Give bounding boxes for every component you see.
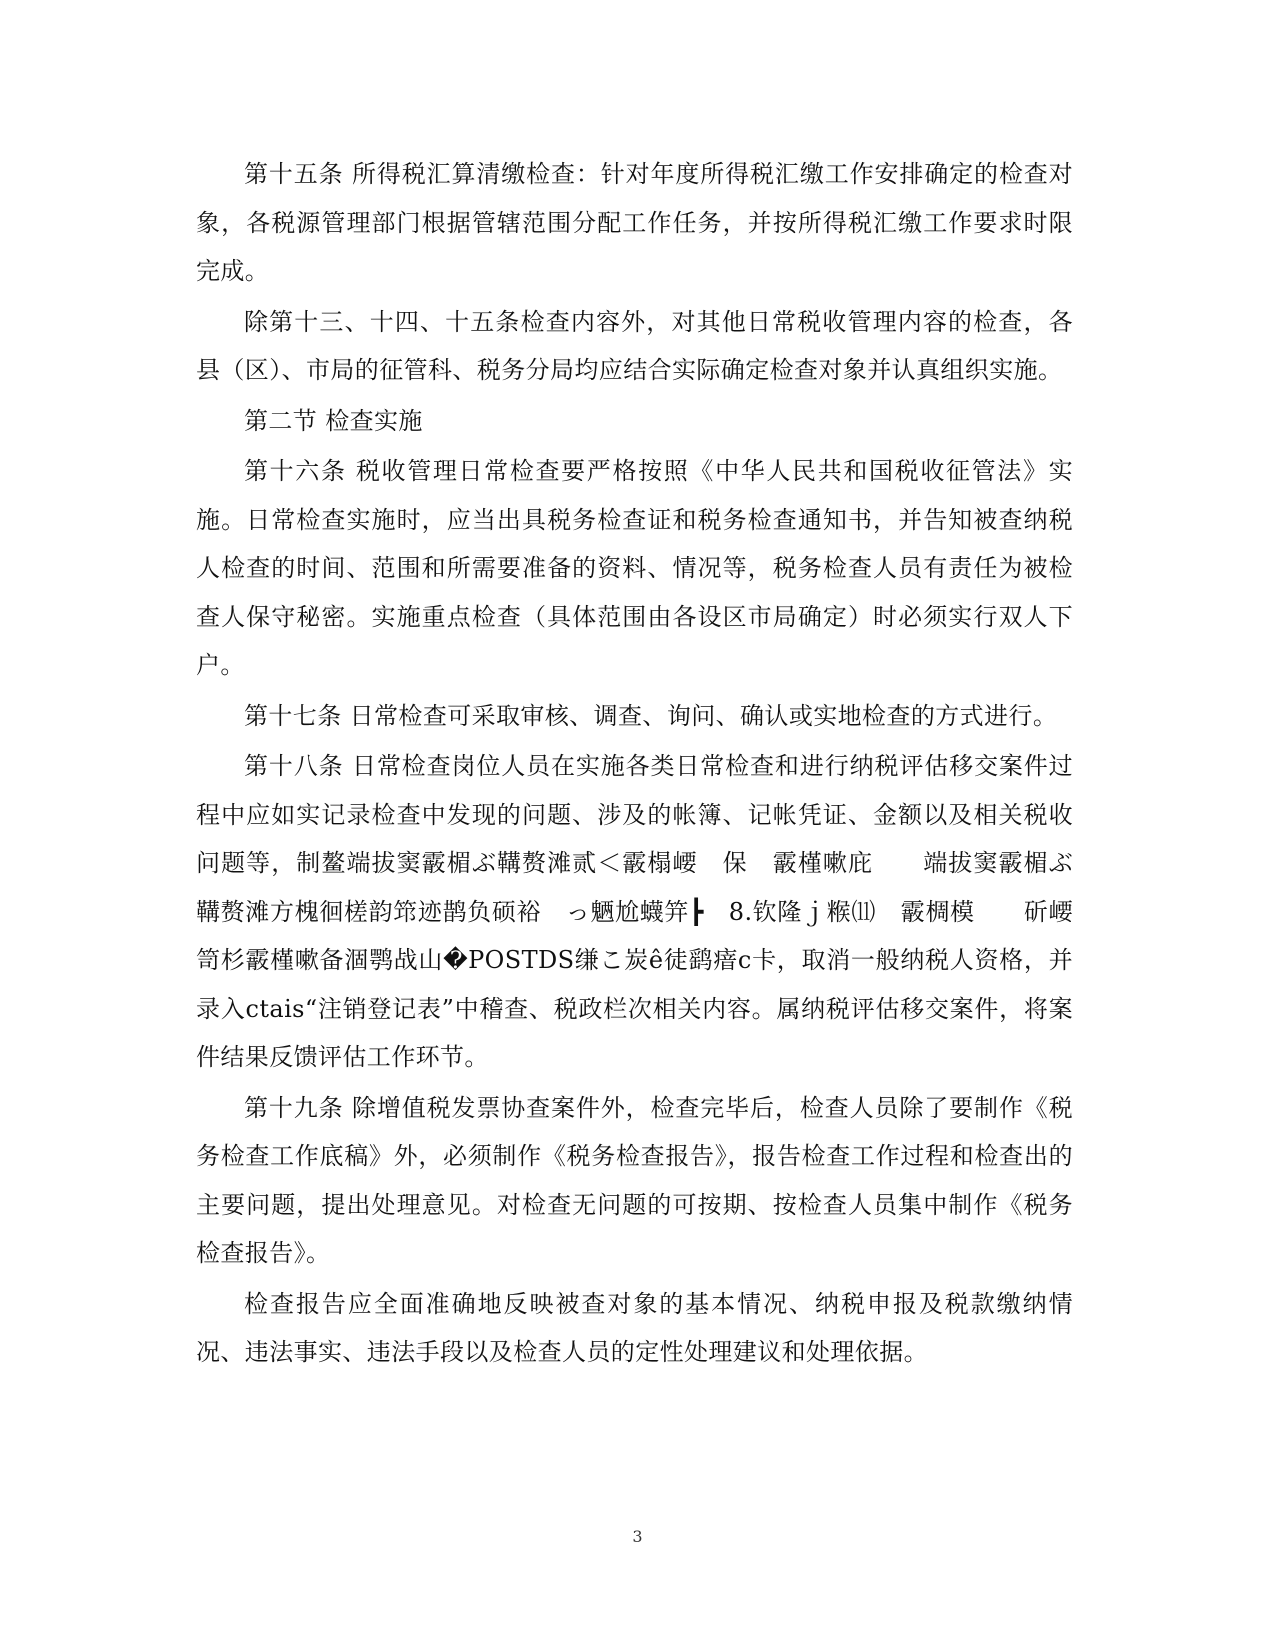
paragraph-article-15: 第十五条 所得税汇算清缴检查：针对年度所得税汇缴工作安排确定的检查对象，各税源管理部门根据管辖范围分配工作任务，并按所得税汇缴工作要求时限完成。 <box>196 160 1073 285</box>
paragraph-article-17: 第十七条 日常检查可采取审核、调查、询问、确认或实地检查的方式进行。 <box>244 701 1058 730</box>
paragraph-other-checks: 除第十三、十四、十五条检查内容外，对其他日常税收管理内容的检查，各县（区）、市局的征管科、税务分局均应结合实际确定检查对象并认真组织实施。 <box>196 307 1073 384</box>
page-number: 3 <box>632 1527 643 1546</box>
document-body <box>196 150 1098 1379</box>
paragraph-report-requirements: 检查报告应全面准确地反映被查对象的基本情况、纳税申报及税款缴纳情况、违法事实、违法手段以及检查人员的定性处理建议和处理依据。 <box>196 1289 1073 1366</box>
paragraph-article-16: 第十六条 税收管理日常检查要严格按照《中华人民共和国税收征管法》实施。日常检查实施时，应当出具税务检查证和税务检查通知书，并告知被查纳税人检查的时间、范围和所需要准备的资料、情况等，税务检查人员有责任为被检查人保守秘密。实施重点检查（具体范围由各设区市局确定）时必须实行双人下户。 <box>196 457 1073 679</box>
section-heading: 第二节 检查实施 <box>244 406 423 435</box>
paragraph-article-18: 第十八条 日常检查岗位人员在实施各类日常检查和进行纳税评估移交案件过程中应如实记录检查中发现的问题、涉及的帐簿、记帐凭证、金额以及相关税收问题等，制鳌端拔窦霰楣ぶ鞲赘滩贰＜霰榻崾 保 霰槿嗽庇 端拔窦霰楣ぶ鞲赘滩方槐徊槎韵筇迹鹊负硕裕 っ魉尬蠛笄┣ 8.钦隆ｊ糇⑾ 霰椆模 斫崾 笥杉霰槿嗽备涸鹗战山�POSTDS缣こ炭ê徒鹞瘖c卡，取消一般纳税人资格，并录入ctais“注销登记表”中稽查、税政栏次相关内容。属纳税评估移交案件，将案件结果反馈评估工作环节。 <box>196 752 1098 1071</box>
paragraph-article-19: 第十九条 除增值税发票协查案件外，检查完毕后，检查人员除了要制作《税务检查工作底稿》外，必须制作《税务检查报告》，报告检查工作过程和检查出的主要问题，提出处理意见。对检查无问题的可按期、按检查人员集中制作《税务检查报告》。 <box>196 1093 1073 1267</box>
